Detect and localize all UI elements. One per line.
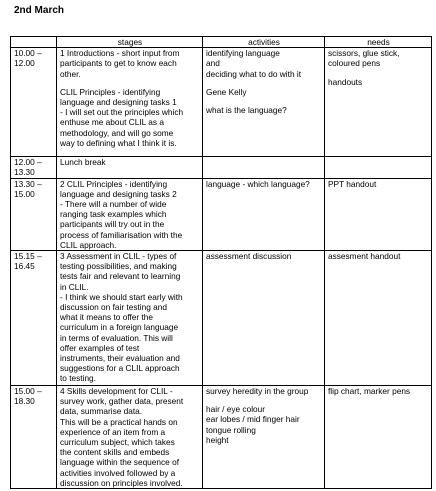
cell-text-line: and — [206, 58, 220, 69]
cell-text-line: - There will a number of wide — [60, 199, 167, 210]
header-activities: activities — [203, 37, 325, 48]
schedule-row — [11, 251, 432, 386]
cell-text-line: CLIL Principles - identifying — [60, 86, 161, 97]
cell-text-line: 10.00 – — [14, 48, 42, 59]
cell-text-line: data, summarise data. — [60, 406, 143, 417]
cell-text-line: 4 Skills development for CLIL - — [60, 386, 173, 397]
schedule-table — [10, 36, 432, 489]
cell-text-line: handouts — [328, 76, 363, 87]
cell-text-line: experience of an item from a — [60, 426, 166, 437]
cell-text-line: coloured pens — [328, 58, 381, 69]
schedule-row — [11, 48, 432, 157]
cell-text-line: tests fair and relevant to learning — [60, 271, 181, 282]
cell-text-line: curriculum subject, which takes — [60, 437, 175, 448]
cell-spacer — [206, 79, 322, 87]
cell-text-line: PPT handout — [328, 178, 377, 189]
cell-stages — [57, 48, 203, 157]
cell-text-line: participants will try out in the — [60, 219, 165, 230]
cell-time — [11, 48, 57, 157]
cell-text-line: activities involved followed by a — [60, 467, 176, 478]
cell-text-line: language within the sequence of — [60, 457, 180, 468]
schedule-body — [11, 48, 432, 489]
cell-text-line: flip chart, marker pens — [328, 386, 411, 397]
cell-text-line: ear lobes / mid finger hair — [206, 414, 300, 425]
cell-text-line: assessment discussion — [206, 251, 292, 262]
cell-text-line: Gene Kelly — [206, 86, 247, 97]
cell-needs — [325, 386, 432, 489]
cell-activities — [203, 251, 325, 386]
cell-time — [11, 157, 57, 178]
cell-text-line: hair / eye colour — [206, 404, 266, 415]
cell-text-line: 13.30 — [14, 167, 35, 178]
cell-text-line: 12.00 – — [14, 157, 42, 168]
cell-text-line: - I think we should start early with — [60, 291, 183, 302]
cell-text-line: what is the language? — [206, 105, 287, 116]
cell-spacer — [328, 69, 429, 77]
cell-text-line: assesment handout — [328, 251, 401, 262]
cell-text-line: participants to get to know each — [60, 58, 177, 69]
cell-text-line: methodology, and will go some — [60, 127, 174, 138]
cell-text-line: 2 CLIL Principles - identifying — [60, 178, 168, 189]
cell-stages — [57, 251, 203, 386]
header-time — [11, 37, 57, 48]
cell-needs — [325, 48, 432, 157]
cell-text-line: offer examples of test — [60, 342, 140, 353]
cell-text-line: to testing. — [60, 373, 96, 384]
cell-text-line: way to defining what I think it is. — [60, 137, 177, 148]
cell-stages — [57, 157, 203, 178]
cell-text-line: in terms of evaluation. This will — [60, 332, 173, 343]
schedule-row — [11, 178, 432, 250]
cell-spacer — [60, 79, 200, 87]
cell-text-line: testing possibilities, and making — [60, 261, 177, 272]
cell-activities — [203, 178, 325, 250]
schedule-row — [11, 386, 432, 489]
header-stages: stages — [57, 37, 203, 48]
cell-stages — [57, 386, 203, 489]
schedule-row — [11, 157, 432, 178]
cell-text-line: identifying language — [206, 48, 280, 59]
cell-text-line: This will be a practical hands on — [60, 416, 178, 427]
cell-text-line: discussion on principles involved. — [60, 477, 183, 488]
cell-text-line: in CLIL. — [60, 281, 89, 292]
cell-text-line: Lunch break — [60, 157, 106, 168]
cell-text-line: language - which language? — [206, 178, 310, 189]
cell-text-line: CLIL approach. — [60, 239, 117, 250]
cell-text-line: 15.15 – — [14, 251, 42, 262]
cell-text-line: 15.00 — [14, 188, 35, 199]
cell-time — [11, 178, 57, 250]
cell-text-line: 13.30 – — [14, 178, 42, 189]
cell-text-line: process of familiarisation with the — [60, 229, 183, 240]
cell-text-line: instruments, their evaluation and — [60, 353, 180, 364]
date-heading: 2nd March — [14, 5, 65, 16]
cell-text-line: 3 Assessment in CLIL - types of — [60, 251, 177, 262]
cell-text-line: 18.30 — [14, 396, 35, 407]
cell-text-line: survey heredity in the group — [206, 386, 309, 397]
cell-text-line: survey work, gather data, present — [60, 396, 184, 407]
cell-time — [11, 251, 57, 386]
cell-activities — [203, 157, 325, 178]
cell-text-line: - I will set out the principles which — [60, 107, 184, 118]
cell-spacer — [206, 396, 322, 404]
header-row — [11, 37, 432, 48]
cell-text-line: curriculum in a foreign language — [60, 322, 179, 333]
cell-text-line: height — [206, 434, 229, 445]
cell-text-line: enthuse me about CLIL as a — [60, 117, 164, 128]
cell-text-line: deciding what to do with it — [206, 68, 302, 79]
cell-text-line: discussion on fair testing and — [60, 302, 168, 313]
cell-text-line: 1 Introductions - short input from — [60, 48, 180, 59]
cell-text-line: other. — [60, 68, 81, 79]
cell-needs — [325, 157, 432, 178]
cell-needs — [325, 178, 432, 250]
cell-text-line: ranging task examples which — [60, 209, 167, 220]
cell-needs — [325, 251, 432, 386]
cell-time — [11, 386, 57, 489]
cell-activities — [203, 48, 325, 157]
cell-text-line: 12.00 — [14, 58, 35, 69]
cell-activities — [203, 386, 325, 489]
cell-text-line: the content skills and embeds — [60, 447, 170, 458]
header-needs: needs — [325, 37, 432, 48]
cell-text-line: suggestions for a CLIL approach — [60, 363, 180, 374]
cell-text-line: tongue rolling — [206, 424, 256, 435]
cell-text-line: 16.45 — [14, 261, 35, 272]
cell-text-line: language and designing tasks 2 — [60, 188, 177, 199]
cell-text-line: language and designing tasks 1 — [60, 97, 177, 108]
cell-text-line: scissors, glue stick, — [328, 48, 400, 59]
cell-spacer — [206, 97, 322, 105]
cell-text-line: 15.00 – — [14, 386, 42, 397]
cell-text-line: what it means to offer the — [60, 312, 154, 323]
cell-stages — [57, 178, 203, 250]
